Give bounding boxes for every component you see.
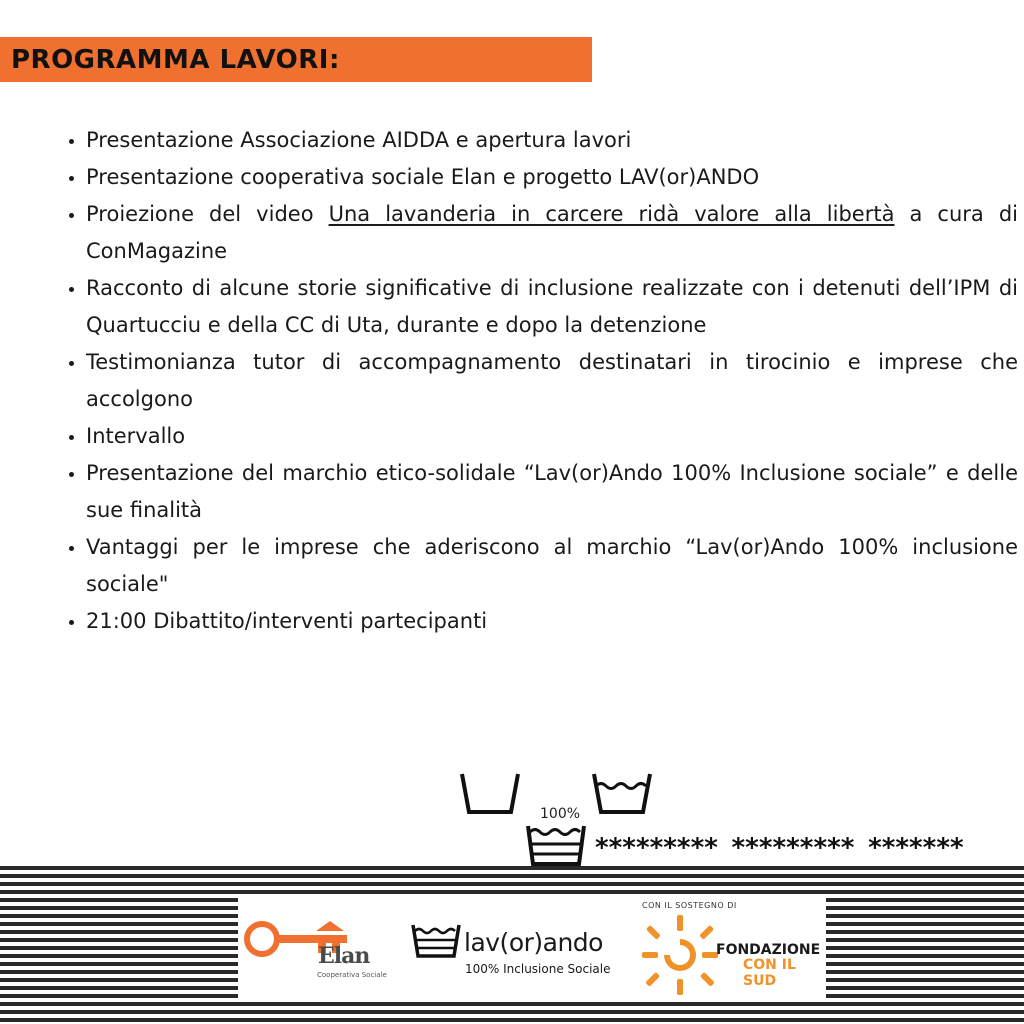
- agenda-item-text: Testimonianza tutor di accompagnamento destinatari in tirocinio e imprese che accolgono: [86, 350, 1018, 411]
- agenda-item-text: Proiezione del video: [86, 202, 329, 226]
- agenda-item: [86, 122, 1018, 159]
- agenda-item: [86, 196, 1018, 270]
- lavorando-logo-subtitle: 100% Inclusione Sociale: [465, 962, 611, 976]
- agenda-item-text: Presentazione cooperativa sociale Elan e progetto LAV(or)ANDO: [86, 165, 760, 189]
- header-banner: [0, 37, 592, 82]
- water-tub-icon: [590, 772, 654, 816]
- agenda-item: [86, 455, 1018, 529]
- agenda-list: [57, 122, 1018, 640]
- agenda-item-text: a cura di ConMagazine: [86, 202, 1019, 263]
- agenda-item-text: Presentazione Associazione AIDDA e apertura lavori: [86, 128, 632, 152]
- logo-panel: [238, 895, 826, 1000]
- agenda-item: [86, 418, 1018, 455]
- agenda-item-text: Vantaggi per le imprese che aderiscono al marchio “Lav(or)Ando 100% inclusione sociale": [86, 535, 1018, 596]
- agenda-item-text: Racconto di alcune storie significative di inclusione realizzate con i detenuti dell’IPM di Quartucciu e della CC di Uta, durante e dopo la detenzione: [86, 276, 1018, 337]
- full-tub-icon: [524, 824, 588, 866]
- fondazione-name-line2: CON IL SUD: [743, 957, 796, 989]
- fondazione-sun-icon: [642, 915, 718, 997]
- page-title: PROGRAMMA LAVORI:: [11, 45, 340, 75]
- stars-line: ********* ********* *******: [594, 833, 963, 863]
- lavorando-tub-icon: [410, 923, 462, 959]
- video-title-link[interactable]: Una lavanderia in carcere ridà valore alla libertà: [328, 202, 895, 226]
- agenda-item-text: Intervallo: [86, 424, 186, 448]
- agenda-item: [86, 270, 1018, 344]
- agenda-item-text: Presentazione del marchio etico-solidale “Lav(or)Ando 100% Inclusione sociale” e delle sue finalità: [86, 461, 1018, 522]
- agenda-item: [86, 159, 1018, 196]
- percent-label: 100%: [540, 806, 581, 822]
- elan-logo-name: Elan: [318, 943, 370, 969]
- elan-logo-subtitle: Cooperativa Sociale: [317, 971, 387, 979]
- support-label: CON IL SOSTEGNO DI: [642, 901, 737, 910]
- agenda-item: [86, 529, 1018, 603]
- agenda-item: [86, 344, 1018, 418]
- agenda-item: [86, 603, 1018, 640]
- fondazione-name-line1: FONDAZIONE: [716, 942, 821, 958]
- empty-tub-icon: [458, 772, 522, 816]
- agenda-item-text: 21:00 Dibattito/interventi partecipanti: [86, 609, 488, 633]
- lavorando-logo-name: lav(or)ando: [464, 928, 603, 957]
